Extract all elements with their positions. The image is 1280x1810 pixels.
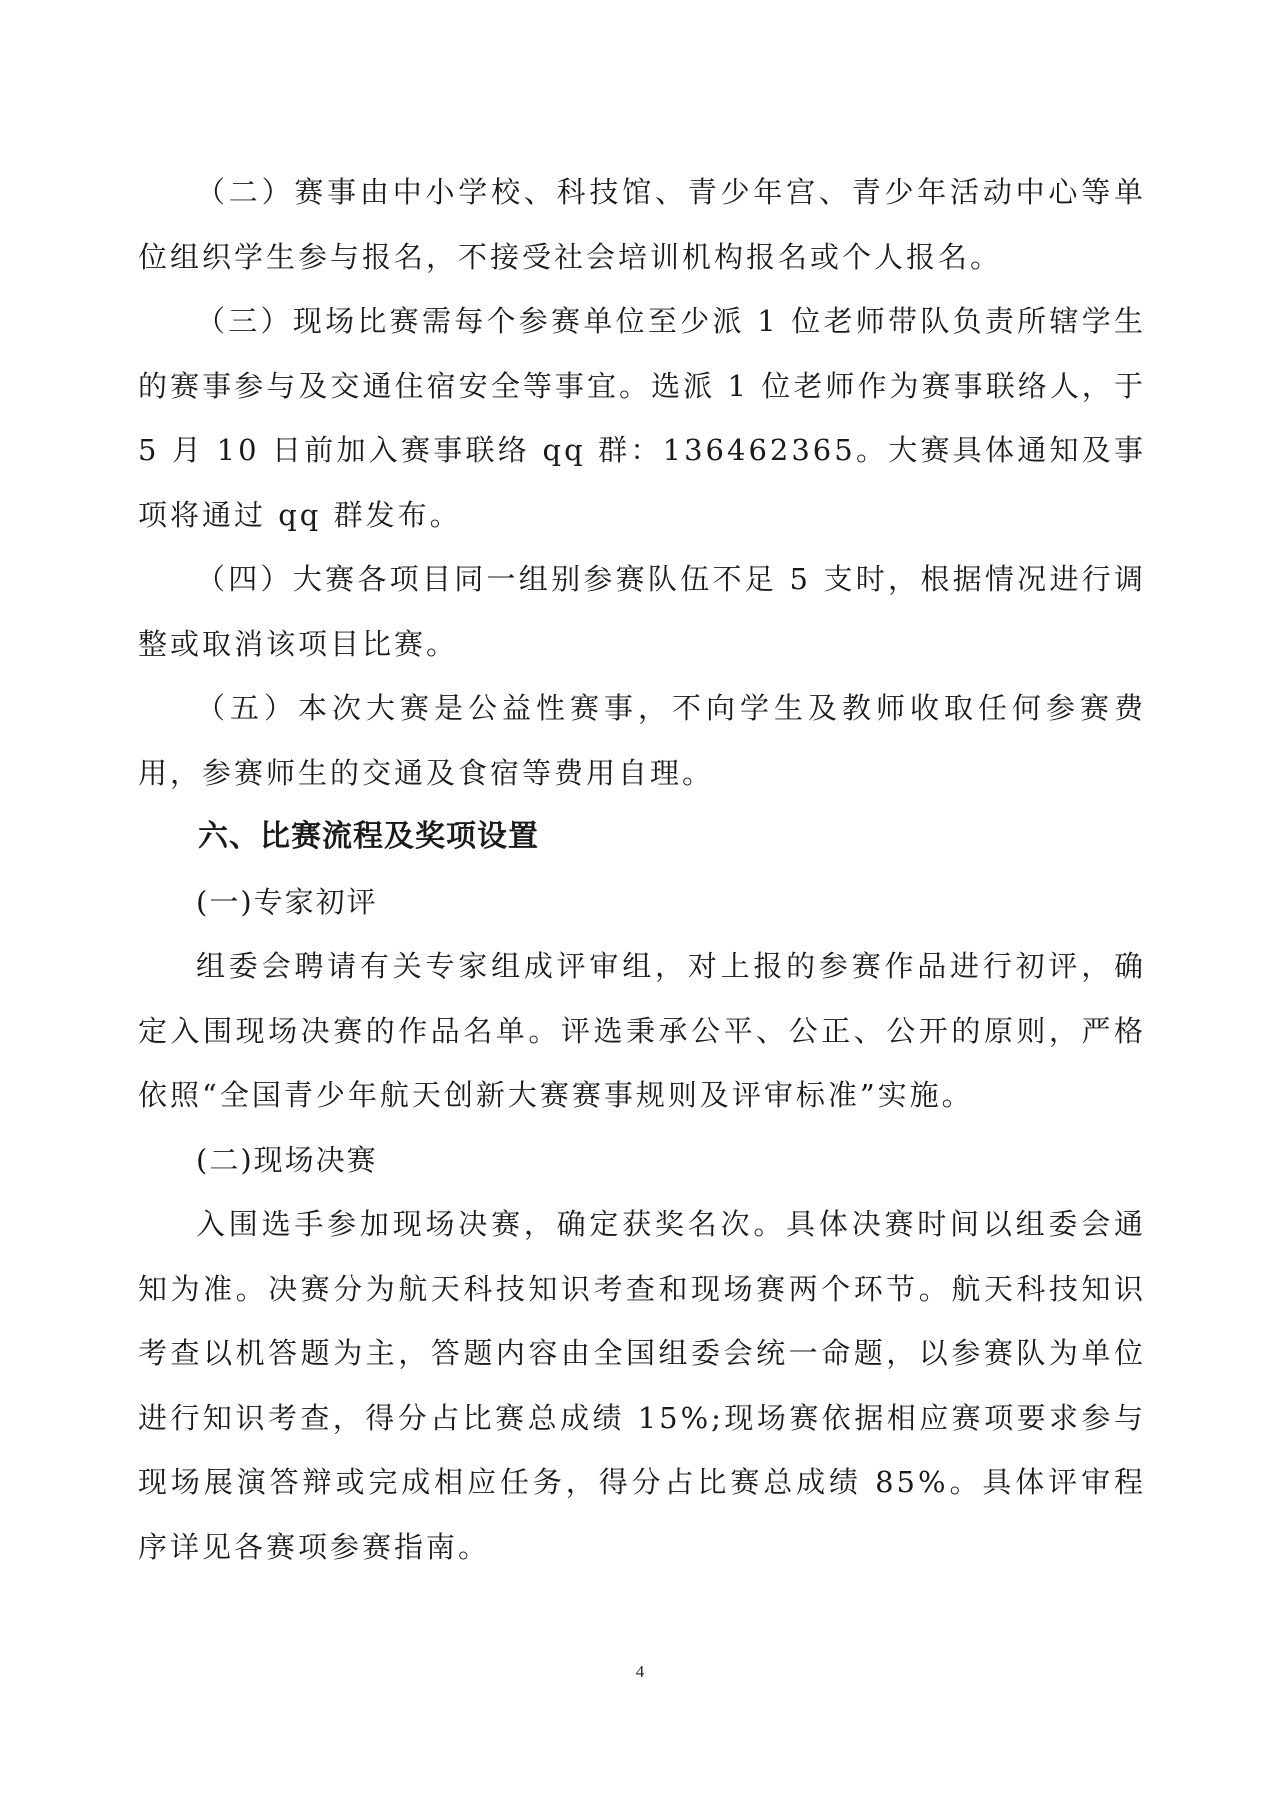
paragraph-expert-review: 组委会聘请有关专家组成评审组，对上报的参赛作品进行初评，确定入围现场决赛的作品名单。评选秉承公平、公正、公开的原则，严格依照“全国青少年航天创新大赛赛事规则及评审标准”实施。 (138, 949, 1146, 1112)
subsection-title-final-contest: (二)现场决赛 (196, 1142, 378, 1177)
subsection-title-expert-review: (一)专家初评 (196, 884, 378, 919)
paragraph-item-3: （三）现场比赛需每个参赛单位至少派 1 位老师带队负责所辖学生的赛事参与及交通住宿安全等事宜。选派 1 位老师作为赛事联络人，于 5 月 10 日前加入赛事联络 qq 群：136462365。大赛具体通知及事项将通过 qq 群发布。 (138, 304, 1146, 532)
page-body (138, 160, 1146, 1579)
paragraph-item-2: （二）赛事由中小学校、科技馆、青少年宫、青少年活动中心等单位组织学生参与报名，不接受社会培训机构报名或个人报名。 (138, 175, 1146, 274)
paragraph-final-contest: 入围选手参加现场决赛，确定获奖名次。具体决赛时间以组委会通知为准。决赛分为航天科技知识考查和现场赛两个环节。航天科技知识考查以机答题为主，答题内容由全国组委会统一命题，以参赛队为单位进行知识考查，得分占比赛总成绩 15%;现场赛依据相应赛项要求参与现场展演答辩或完成相应任务，得分占比赛总成绩 85%。具体评审程序详见各赛项参赛指南。 (138, 1207, 1146, 1564)
page-number: 4 (635, 1662, 645, 1681)
section-heading-six: 六、比赛流程及奖项设置 (198, 819, 539, 854)
paragraph-item-5: （五）本次大赛是公益性赛事，不向学生及教师收取任何参赛费用，参赛师生的交通及食宿等费用自理。 (138, 691, 1146, 790)
paragraph-item-4: （四）大赛各项目同一组别参赛队伍不足 5 支时，根据情况进行调整或取消该项目比赛。 (138, 562, 1146, 661)
